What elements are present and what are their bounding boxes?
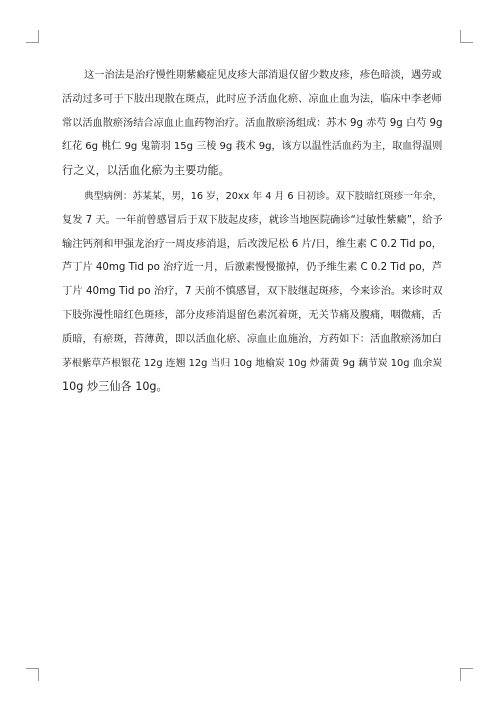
- text-line: 复发 7 天。一年前曾感冒后于双下肢起皮疹，就诊当地医院确诊“过敏性紫癜”，给予: [62, 214, 443, 226]
- crop-mark-top-right: [460, 30, 473, 43]
- crop-mark-top-left: [26, 30, 39, 43]
- crop-mark-bottom-left: [26, 668, 39, 681]
- text-line: 常以活血散瘀汤结合凉血止血药物治疗。活血散瘀汤组成：苏木 9g 赤芍 9g 白芍 9g: [62, 117, 443, 129]
- text-line: 芦丁片 40mg Tid po 治疗近一月，后激素慢慢撤掉，仍予维生素 C 0.2 Tid po，芦: [62, 262, 443, 274]
- paragraph-case-example: [62, 185, 442, 399]
- text-line: 活动过多可于下肢出现散在斑点，此时应予活血化瘀、凉血止血为法，临床中李老师: [62, 92, 442, 105]
- paragraph-treatment-method: [62, 64, 442, 183]
- document-body: [62, 64, 442, 401]
- crop-mark-bottom-right: [460, 668, 473, 681]
- text-line: 输注钙剂和甲强龙治疗一周皮疹消退，后改泼尼松 6 片/日，维生素 C 0.2 Tid po，: [62, 237, 443, 250]
- text-line: 丁片 40mg Tid po 治疗，7 天前不慎感冒，双下肢继起斑疹，今来诊治。来诊时双: [62, 285, 443, 298]
- text-line: 典型病例：苏某某，男，16 岁，20xx 年 4 月 6 日初诊。双下肢暗红斑疹一年余，: [84, 190, 443, 202]
- text-line: 行之义，以活血化瘀为主要功能。: [62, 164, 230, 178]
- text-line: 红花 6g 桃仁 9g 鬼箭羽 15g 三棱 9g 莪术 9g，该方以温性活血药为主，取血得温则: [62, 141, 443, 153]
- text-line: 下肢弥漫性暗红色斑疹，部分皮疹消退留色素沉着斑，无关节痛及腹痛，咽微痛，舌: [62, 308, 442, 321]
- text-line: 这一治法是治疗慢性期紫癜症见皮疹大部消退仅留少数皮疹，疹色暗淡，遇劳或: [84, 70, 442, 81]
- text-line: 茅根紫草芦根银花 12g 连翘 12g 当归 10g 地榆炭 10g 炒蒲黄 9g 藕节炭 10g 血余炭: [62, 357, 443, 369]
- text-line: 质暗，有瘀斑，苔薄黄，即以活血化瘀、凉血止血施治，方药如下：活血散瘀汤加白: [62, 332, 442, 345]
- text-line: 10g 炒三仙各 10g。: [62, 380, 168, 394]
